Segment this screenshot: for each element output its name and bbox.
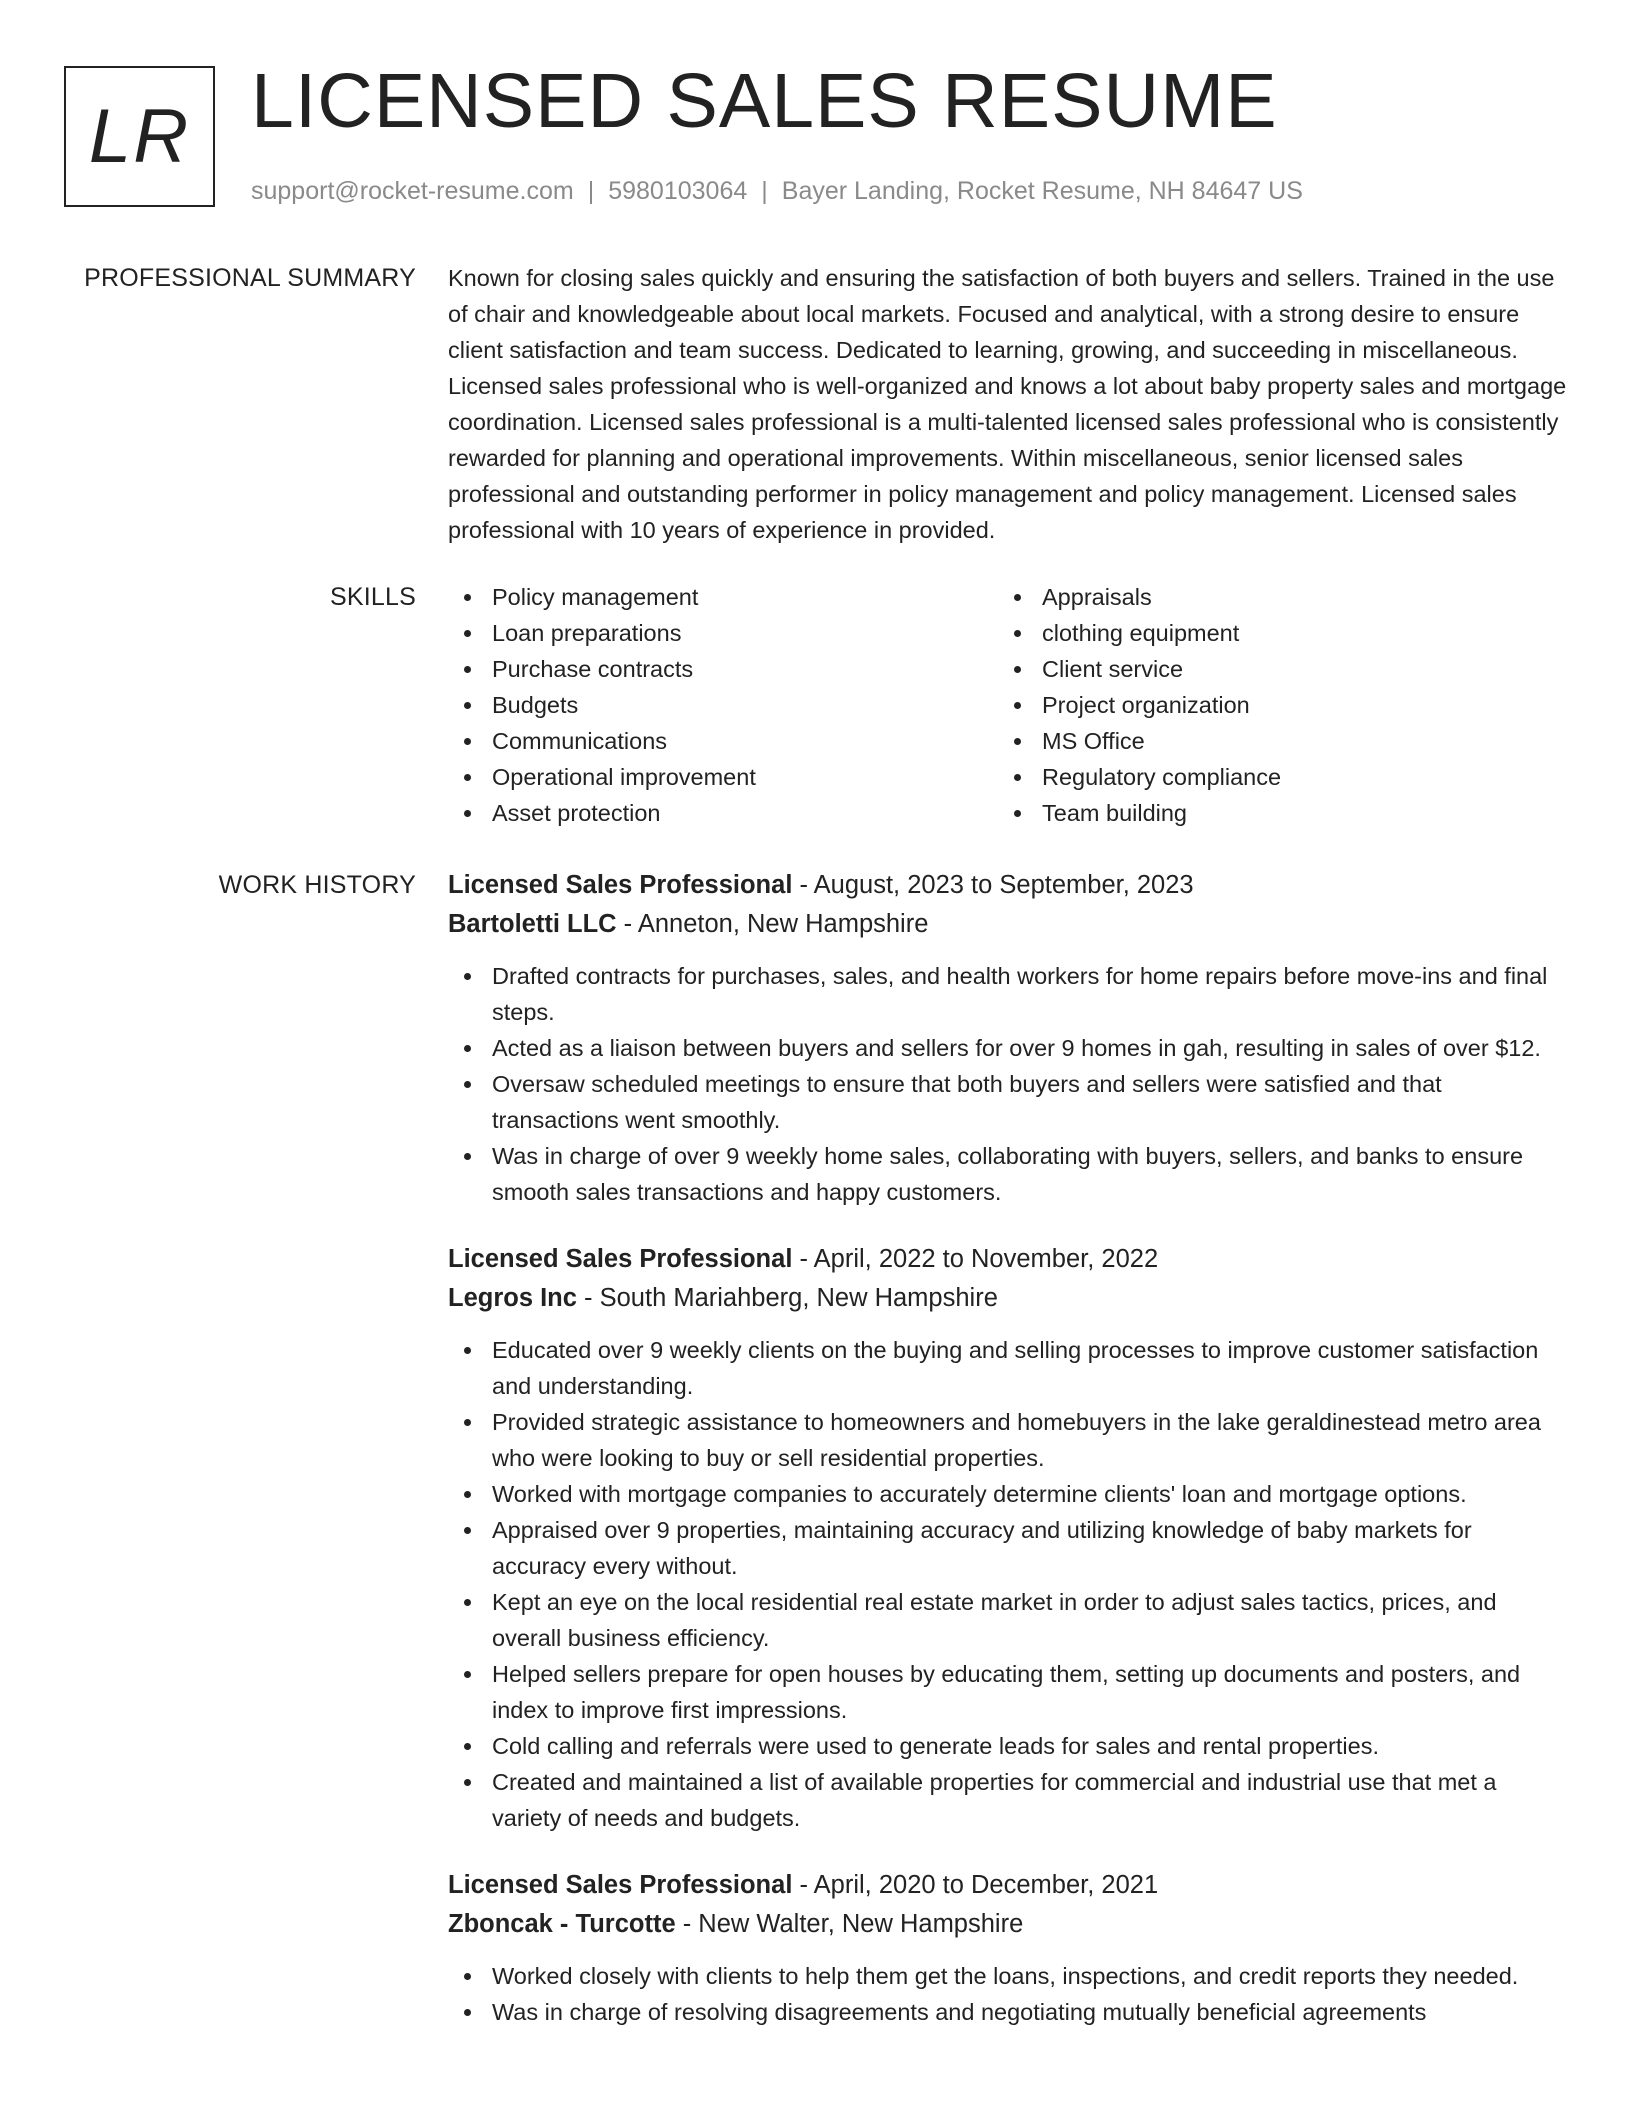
job-dates: - April, 2020 to December, 2021 — [792, 1871, 1159, 1899]
contact-line — [251, 173, 1303, 209]
skill-item: Project organization — [1042, 687, 1548, 723]
job-bullet: Was in charge of over 9 weekly home sales, collaborating with buyers, sellers, and banks to ensure smooth sales transactions and happy customers. — [492, 1138, 1568, 1210]
skill-item: Asset protection — [492, 795, 998, 831]
skill-item: clothing equipment — [1042, 615, 1548, 651]
skills-grid — [448, 579, 1568, 831]
skills-column-left — [448, 579, 998, 831]
job-bullet: Helped sellers prepare for open houses by educating them, setting up documents and posters, and index to improve first impressions. — [492, 1656, 1568, 1728]
summary-body — [448, 260, 1568, 548]
job-company: Bartoletti LLC — [448, 910, 617, 938]
job-bullet: Educated over 9 weekly clients on the buying and selling processes to improve customer satisfaction and understanding. — [492, 1332, 1568, 1404]
job-bullet: Kept an eye on the local residential real estate market in order to adjust sales tactics, prices, and overall business efficiency. — [492, 1584, 1568, 1656]
job-company: Legros Inc — [448, 1284, 577, 1312]
skill-item: Loan preparations — [492, 615, 998, 651]
job-dates: - August, 2023 to September, 2023 — [792, 871, 1194, 899]
skill-item: Appraisals — [1042, 579, 1548, 615]
job-bullet: Was in charge of resolving disagreements and negotiating mutually beneficial agreements — [492, 1994, 1568, 2030]
skill-item: MS Office — [1042, 723, 1548, 759]
job-entry — [448, 866, 1568, 1210]
skill-item: Client service — [1042, 651, 1548, 687]
job-bullet: Appraised over 9 properties, maintaining accuracy and utilizing knowledge of baby markets for accuracy every without. — [492, 1512, 1568, 1584]
skills-column-right — [998, 579, 1548, 831]
summary-heading: PROFESSIONAL SUMMARY — [84, 264, 416, 292]
job-bullet: Worked with mortgage companies to accurately determine clients' loan and mortgage options. — [492, 1476, 1568, 1512]
job-bullet: Oversaw scheduled meetings to ensure that both buyers and sellers were satisfied and that transactions went smoothly. — [492, 1066, 1568, 1138]
job-company-line — [448, 1905, 1568, 1944]
job-company: Zboncak - Turcotte — [448, 1910, 676, 1938]
job-entry — [448, 1866, 1568, 2030]
job-title-line — [448, 866, 1568, 905]
job-dates: - April, 2022 to November, 2022 — [792, 1245, 1159, 1273]
skill-item: Operational improvement — [492, 759, 998, 795]
skill-item: Team building — [1042, 795, 1548, 831]
work-history-body — [448, 866, 1568, 2050]
contact-email[interactable]: support@rocket-resume.com — [251, 177, 574, 205]
job-title: Licensed Sales Professional — [448, 1871, 793, 1899]
job-title-line — [448, 1240, 1568, 1279]
job-company-line — [448, 1279, 1568, 1318]
monogram-text: LR — [88, 93, 191, 179]
skills-body — [448, 579, 1568, 831]
skill-item: Budgets — [492, 687, 998, 723]
skills-heading: SKILLS — [330, 583, 416, 611]
job-bullet: Acted as a liaison between buyers and sellers for over 9 homes in gah, resulting in sales of over $12. — [492, 1030, 1568, 1066]
job-bullet: Worked closely with clients to help them get the loans, inspections, and credit reports they needed. — [492, 1958, 1568, 1994]
contact-separator: | — [761, 177, 768, 205]
job-bullet-list — [448, 958, 1568, 1210]
job-bullet: Drafted contracts for purchases, sales, and health workers for home repairs before move-ins and final steps. — [492, 958, 1568, 1030]
skill-item: Communications — [492, 723, 998, 759]
skill-item: Regulatory compliance — [1042, 759, 1548, 795]
job-bullet: Provided strategic assistance to homeowners and homebuyers in the lake geraldinestead metro area who were looking to buy or sell residential properties. — [492, 1404, 1568, 1476]
skill-item: Policy management — [492, 579, 998, 615]
job-bullet: Created and maintained a list of available properties for commercial and industrial use that met a variety of needs and budgets. — [492, 1764, 1568, 1836]
job-location: - New Walter, New Hampshire — [675, 1910, 1024, 1938]
contact-address: Bayer Landing, Rocket Resume, NH 84647 US — [781, 177, 1303, 205]
work-history-heading: WORK HISTORY — [218, 871, 416, 899]
job-bullet: Cold calling and referrals were used to generate leads for sales and rental properties. — [492, 1728, 1568, 1764]
job-location: - South Mariahberg, New Hampshire — [576, 1284, 998, 1312]
contact-phone[interactable]: 5980103064 — [608, 177, 748, 205]
monogram-logo — [64, 66, 215, 207]
job-bullet-list — [448, 1332, 1568, 1836]
job-title: Licensed Sales Professional — [448, 871, 793, 899]
contact-separator: | — [587, 177, 595, 205]
resume-title: LICENSED SALES RESUME — [251, 58, 1278, 144]
job-title-line — [448, 1866, 1568, 1905]
job-bullet-list — [448, 1958, 1568, 2030]
skill-item: Purchase contracts — [492, 651, 998, 687]
job-location: - Anneton, New Hampshire — [616, 910, 929, 938]
job-entry — [448, 1240, 1568, 1836]
job-company-line — [448, 905, 1568, 944]
job-title: Licensed Sales Professional — [448, 1245, 793, 1273]
summary-text: Known for closing sales quickly and ensuring the satisfaction of both buyers and sellers. Trained in the use of chair and knowledgeable about local markets. Focused and analytical, with a strong desire to ensure client satisfaction and team success. Dedicated to learning, growing, and succeeding in miscellaneous. Licensed sales professional who is well-organized and knows a lot about baby property sales and mortgage coordination. Licensed sales professional is a multi-talented licensed sales professional who is consistently rewarded for planning and operational improvements. Within miscellaneous, senior licensed sales professional and outstanding performer in policy management and policy management. Licensed sales professional with 10 years of experience in provided. — [448, 265, 1567, 543]
